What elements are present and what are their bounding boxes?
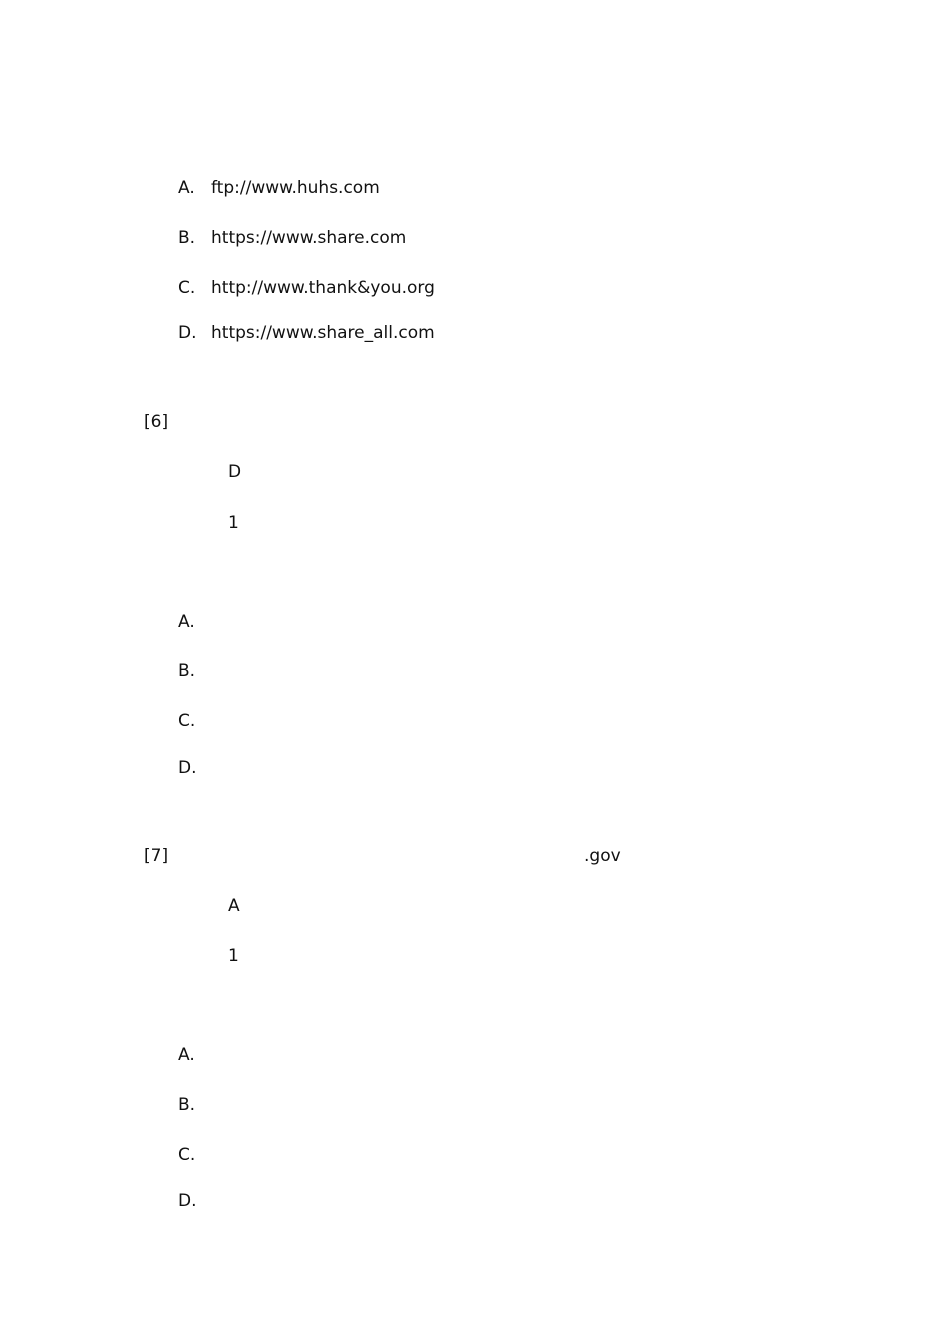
q5-option-c-text: http://www.thank&you.org — [211, 278, 435, 298]
q5-option-b-letter: B. — [178, 228, 196, 248]
q5-option-b-text: https://www.share.com — [211, 228, 407, 248]
q6-score: 1 — [228, 513, 239, 533]
q6-number: [6] — [144, 412, 169, 432]
q6-option-c-letter: C. — [178, 711, 196, 731]
q7-option-c-letter: C. — [178, 1145, 196, 1165]
q7-stem-fragment: .gov — [584, 846, 621, 866]
q5-option-d-text: https://www.share_all.com — [211, 323, 435, 343]
q7-number: [7] — [144, 846, 169, 866]
q6-answer: D — [228, 462, 242, 482]
q7-option-d-letter: D. — [178, 1191, 197, 1211]
q6-option-a-letter: A. — [178, 612, 195, 632]
q5-option-c-letter: C. — [178, 278, 196, 298]
q6-option-d-letter: D. — [178, 758, 197, 778]
q5-option-d-letter: D. — [178, 323, 197, 343]
q7-option-b-letter: B. — [178, 1095, 196, 1115]
q7-answer: A — [228, 896, 240, 916]
q5-option-a-text: ftp://www.huhs.com — [211, 178, 380, 198]
q5-option-a-letter: A. — [178, 178, 195, 198]
q6-option-b-letter: B. — [178, 661, 196, 681]
q7-score: 1 — [228, 946, 239, 966]
q7-option-a-letter: A. — [178, 1045, 195, 1065]
